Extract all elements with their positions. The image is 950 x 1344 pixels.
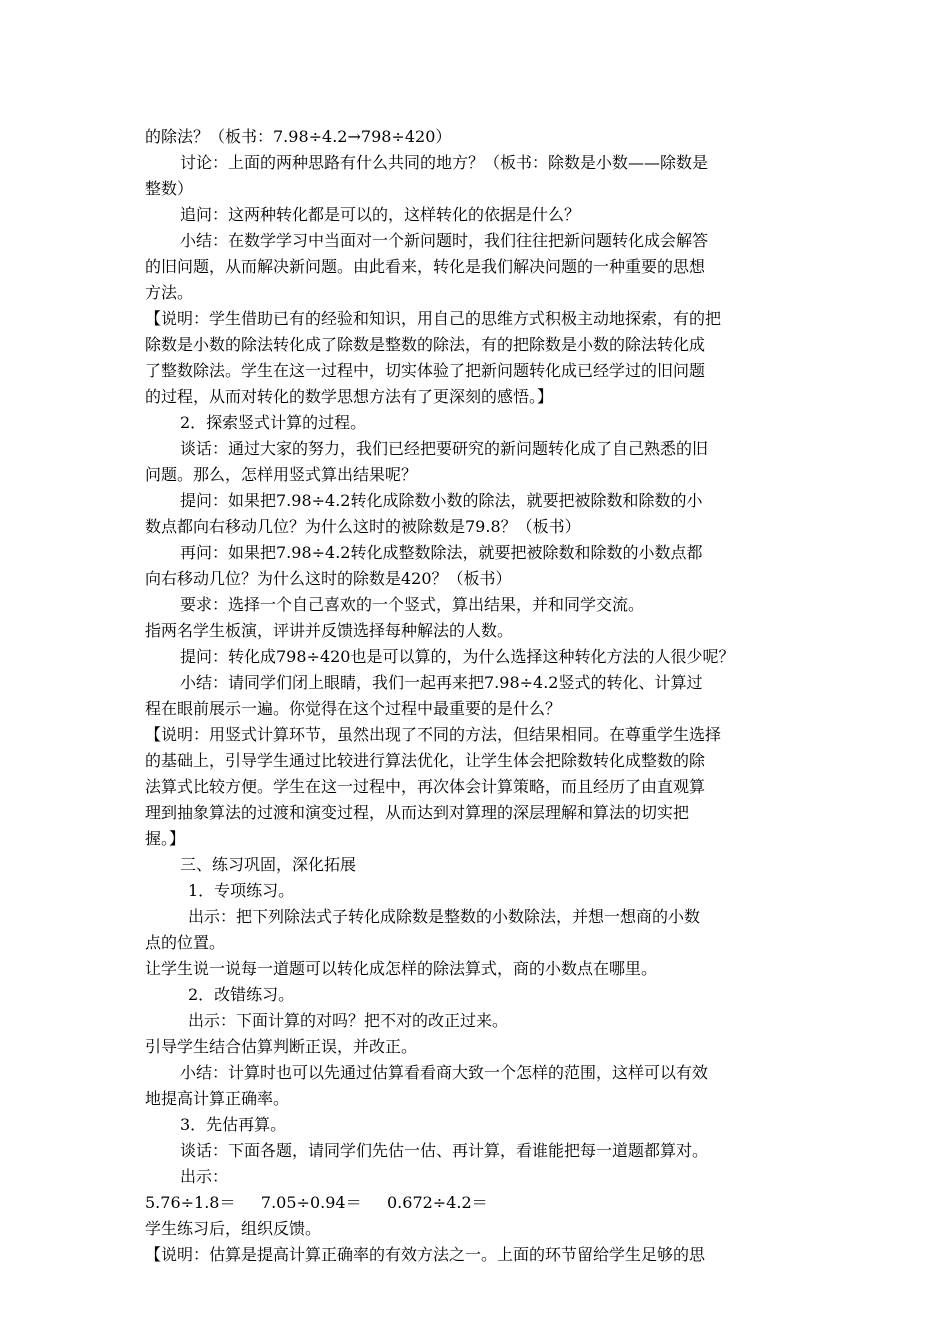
exercise-line: 5.76÷1.8＝ 7.05÷0.94＝ 0.672÷4.2＝ [145,1193,488,1212]
text-line: 小结：在数学学习中当面对一个新问题时，我们往往把新问题转化成会解答 [180,231,709,250]
text-line: 方法。 [145,283,194,302]
text-line: 谈话：下面各题，请同学们先估一估、再计算，看谁能把每一道题都算对。 [180,1141,709,1160]
text-line: 的基础上，引导学生通过比较进行算法优化，让学生体会把除数转化成整数的除 [145,751,706,770]
text-line: 追问：这两种转化都是可以的，这样转化的依据是什么？ [180,205,581,224]
text-line: 的除法？（板书：7.98÷4.2→798÷420） [145,127,452,146]
text-line: 握。】 [145,829,186,848]
text-line: 提问：转化成798÷420也是可以算的，为什么选择这种转化方法的人很少呢？ [180,647,735,666]
text-line: 问题。那么，怎样用竖式算出结果呢？ [145,465,418,484]
text-line: 【说明：用竖式计算环节，虽然出现了不同的方法，但结果相同。在尊重学生选择 [145,725,722,744]
text-line: 的过程，从而对转化的数学思想方法有了更深刻的感悟。】 [145,387,554,406]
text-line: 出示：下面计算的对吗？把不对的改正过来。 [188,1011,509,1030]
text-line: 再问：如果把7.98÷4.2转化成整数除法，就要把被除数和除数的小数点都 [180,543,703,562]
text-line: 要求：选择一个自己喜欢的一个竖式，算出结果，并和同学交流。 [180,595,645,614]
text-line: 程在眼前展示一遍。你觉得在这个过程中最重要的是什么？ [145,699,562,718]
section-heading: 三、练习巩固，深化拓展 [180,855,357,874]
text-line: 谈话：通过大家的努力，我们已经把要研究的新问题转化成了自己熟悉的旧 [180,439,709,458]
text-line: 数点都向右移动几位？为什么这时的被除数是79.8？（板书） [145,517,581,536]
text-line: 的旧问题，从而解决新问题。由此看来，转化是我们解决问题的一种重要的思想 [145,257,706,276]
text-line: 学生练习后，组织反馈。 [145,1219,322,1238]
text-line: 法算式比较方便。学生在这一过程中，再次体会计算策略，而且经历了由直观算 [145,777,706,796]
section-heading: 1．专项练习。 [188,881,295,900]
text-line: 整数） [145,179,194,198]
text-line: 理到抽象算法的过渡和演变过程，从而达到对算理的深层理解和算法的切实把 [145,803,690,822]
section-heading: 2．改错练习。 [188,985,295,1004]
text-line: 了整数除法。学生在这一过程中，切实体验了把新问题转化成已经学过的旧问题 [145,361,706,380]
section-heading: 3．先估再算。 [180,1115,287,1134]
text-line: 让学生说一说每一道题可以转化成怎样的除法算式，商的小数点在哪里。 [145,959,658,978]
text-line: 出示：把下列除法式子转化成除数是整数的小数除法，并想一想商的小数 [188,907,701,926]
text-line: 讨论：上面的两种思路有什么共同的地方？（板书：除数是小数——除数是 [180,153,709,172]
text-line: 向右移动几位？为什么这时的除数是420？（板书） [145,569,512,588]
text-line: 小结：请同学们闭上眼睛，我们一起再来把7.98÷4.2竖式的转化、计算过 [180,673,703,692]
text-line: 除数是小数的除法转化成了除数是整数的除法，有的把除数是小数的除法转化成 [145,335,706,354]
text-line: 引导学生结合估算判断正误，并改正。 [145,1037,418,1056]
text-line: 提问：如果把7.98÷4.2转化成除数小数的除法，就要把被除数和除数的小 [180,491,703,510]
text-line: 出示： [180,1167,229,1186]
text-line: 【说明：学生借助已有的经验和知识，用自己的思维方式积极主动地探索，有的把 [145,309,722,328]
text-line: 地提高计算正确率。 [145,1089,290,1108]
text-line: 点的位置。 [145,933,226,952]
section-heading: 2．探索竖式计算的过程。 [180,413,367,432]
text-line: 小结：计算时也可以先通过估算看看商大致一个怎样的范围，这样可以有效 [180,1063,709,1082]
text-line: 指两名学生板演，评讲并反馈选择每种解法的人数。 [145,621,514,640]
text-line: 【说明：估算是提高计算正确率的有效方法之一。上面的环节留给学生足够的思 [145,1245,706,1264]
